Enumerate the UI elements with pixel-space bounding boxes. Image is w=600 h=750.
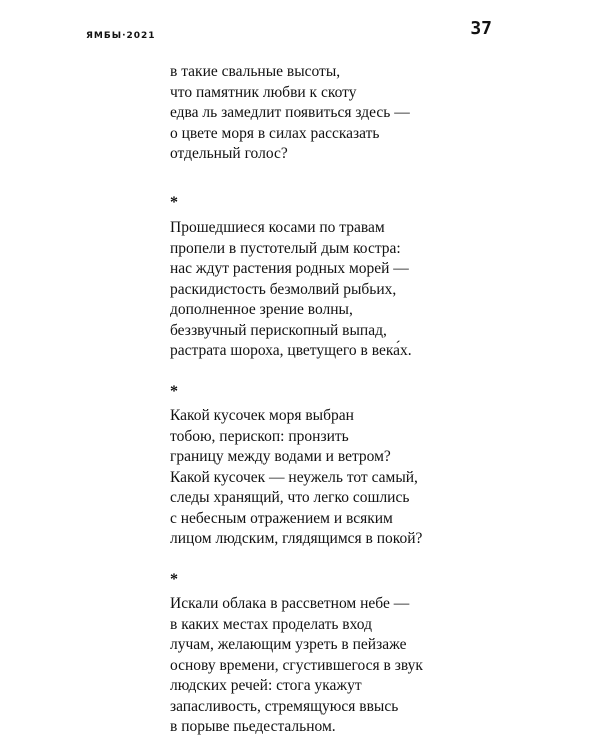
poem-separator: *	[170, 383, 178, 400]
poem-line: пропели в пустотелый дым костра:	[170, 239, 401, 257]
poem-line: тобою, перископ: пронзить	[170, 427, 349, 445]
poem-line: Какой кусочек моря выбран	[170, 407, 354, 424]
poem-line: что памятник любви к скоту	[170, 83, 357, 101]
poem-continuation	[170, 62, 550, 165]
poem-line: Какой кусочек — неужель тот самый,	[170, 468, 418, 486]
poem-line: в порыве пьедестальном.	[170, 718, 336, 735]
running-head: ЯМБЫ·2021	[86, 31, 156, 41]
poem-line: отдельный голос?	[170, 145, 288, 162]
poem-line: основу времени, сгустившегося в звук	[170, 656, 423, 674]
poem-line: о цвете моря в силах рассказать	[170, 124, 380, 142]
poem-line: Прошедшиеся косами по травам	[170, 219, 385, 236]
page-number: 37	[470, 18, 492, 39]
poem-line: едва ль замедлит появиться здесь —	[170, 104, 410, 121]
poem-line: Искали облака в рассветном небе —	[170, 595, 410, 612]
poem-line: растрата шороха, цветущего в века́х.	[170, 342, 412, 359]
poem-separator: *	[170, 194, 178, 211]
poem-line: лицом людским, глядящимся в покой?	[170, 530, 423, 547]
poem-line: границу между водами и ветром?	[170, 448, 391, 465]
poem-3	[170, 594, 550, 738]
poem-line: нас ждут растения родных морей —	[170, 260, 409, 277]
poem-1	[170, 218, 550, 362]
poem-line: в каких местах проделать вход	[170, 615, 372, 633]
poem-line: с небесным отражением и всяким	[170, 509, 393, 527]
poem-line: следы хранящий, что легко сошлись	[170, 489, 410, 506]
poem-line: раскидистость безмолвий рыбьих,	[170, 280, 397, 298]
poem-line: лучам, желающим узреть в пейзаже	[170, 636, 407, 653]
poem-line: дополненное зрение волны,	[170, 301, 353, 318]
poem-line: в такие свальные высоты,	[170, 63, 341, 80]
poem-line: запасливость, стремящуюся ввысь	[170, 697, 399, 715]
poem-2	[170, 406, 550, 550]
poem-line: людских речей: стога укажут	[170, 677, 362, 694]
poem-separator: *	[170, 571, 178, 588]
poem-line: беззвучный перископный выпад,	[170, 321, 387, 339]
